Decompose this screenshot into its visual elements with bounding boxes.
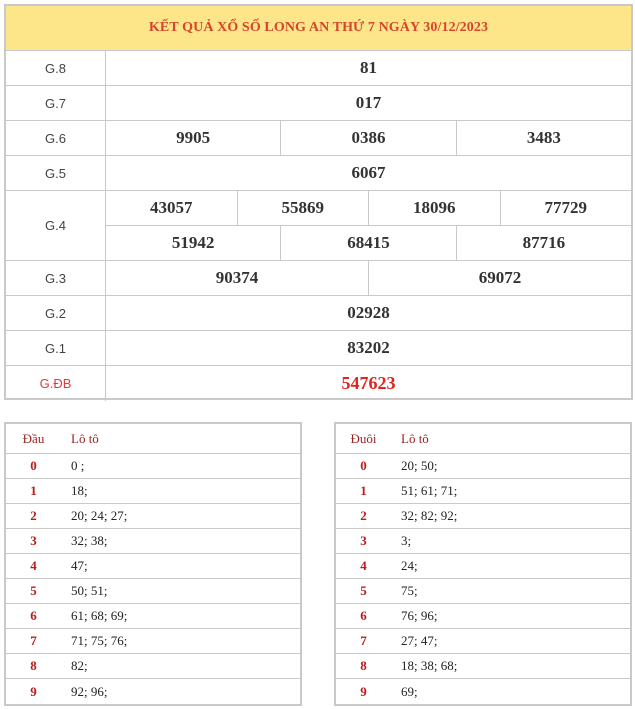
- duoi-digit: 8: [360, 658, 367, 673]
- prize-number: 3483: [456, 121, 631, 155]
- duoi-row: [336, 479, 630, 504]
- results-table: [4, 4, 633, 400]
- prize-label: G.ĐB: [6, 366, 106, 401]
- duoi-header-row: [336, 424, 630, 454]
- prize-row: [6, 121, 631, 156]
- dau-numbers: 92; 96;: [71, 683, 108, 699]
- prize-number: 0386: [280, 121, 455, 155]
- dau-row: [6, 604, 300, 629]
- prize-number: 43057: [150, 198, 193, 217]
- prize-label: G.5: [6, 156, 106, 190]
- duoi-numbers: 20; 50;: [401, 458, 438, 473]
- duoi-numbers: 75;: [401, 583, 418, 598]
- prize-row: [6, 366, 631, 401]
- prize-row: [6, 86, 631, 121]
- dau-row: [6, 654, 300, 679]
- dau-digit: 1: [30, 483, 37, 498]
- dau-numbers: 20; 24; 27;: [71, 508, 128, 523]
- dau-numbers: 61; 68; 69;: [71, 608, 128, 623]
- prize-numbers: [106, 296, 631, 330]
- dau-row: [6, 454, 300, 479]
- prize-line: [106, 296, 631, 330]
- dau-digit: 2: [30, 508, 37, 523]
- prize-number: 18096: [368, 191, 500, 225]
- prize-number: 55869: [237, 191, 369, 225]
- prize-row: [6, 296, 631, 331]
- prize-line: [106, 366, 631, 401]
- dau-numbers: 82;: [71, 658, 88, 673]
- duoi-row: [336, 529, 630, 554]
- duoi-digit: 2: [360, 508, 367, 523]
- duoi-numbers: 76; 96;: [401, 608, 438, 623]
- prize-line: [106, 86, 631, 120]
- results-title: KẾT QUẢ XỔ SỐ LONG AN THỨ 7 NGÀY 30/12/2023: [6, 6, 631, 51]
- duoi-row: [336, 454, 630, 479]
- dau-numbers: 32; 38;: [71, 533, 108, 548]
- prize-line: [106, 261, 631, 295]
- prize-row: [6, 156, 631, 191]
- prize-rows: [6, 51, 631, 401]
- prize-label: G.3: [6, 261, 106, 295]
- dau-digit: 6: [30, 608, 37, 623]
- duoi-digit: 0: [360, 458, 367, 473]
- prize-numbers: [106, 331, 631, 365]
- dau-row: [6, 479, 300, 504]
- duoi-digit: 9: [360, 683, 367, 699]
- prize-label: G.7: [6, 86, 106, 120]
- prize-number: 017: [355, 93, 382, 112]
- dau-numbers: 71; 75; 76;: [71, 633, 128, 648]
- prize-number: 02928: [347, 303, 390, 322]
- dau-digit: 3: [30, 533, 37, 548]
- duoi-row: [336, 629, 630, 654]
- prize-numbers: [106, 86, 631, 120]
- prize-label: G.6: [6, 121, 106, 155]
- duoi-digit: 6: [360, 608, 367, 623]
- duoi-numbers: 51; 61; 71;: [401, 483, 458, 498]
- prize-number: 90374: [215, 268, 259, 287]
- duoi-row: [336, 604, 630, 629]
- dau-numbers: 47;: [71, 558, 88, 573]
- duoi-row: [336, 504, 630, 529]
- prize-row: [6, 51, 631, 86]
- prize-row: [6, 261, 631, 296]
- dau-digit: 4: [30, 558, 37, 573]
- duoi-numbers: 27; 47;: [401, 633, 438, 648]
- prize-number: 77729: [500, 191, 632, 225]
- prize-number: 69072: [368, 261, 631, 295]
- prize-label: G.4: [6, 191, 106, 260]
- prize-line: [106, 121, 631, 155]
- prize-number: 51942: [171, 233, 215, 252]
- duoi-digit: 3: [360, 533, 367, 548]
- dau-loto-table: [4, 422, 302, 706]
- dau-row: [6, 579, 300, 604]
- dau-row: [6, 629, 300, 654]
- duoi-loto-table: [334, 422, 632, 706]
- prize-line: [106, 51, 631, 85]
- prize-row: [6, 191, 631, 261]
- prize-label: G.1: [6, 331, 106, 365]
- dau-digit: 0: [30, 458, 37, 473]
- prize-label: G.8: [6, 51, 106, 85]
- prize-numbers: [106, 121, 631, 155]
- prize-line: [106, 191, 631, 225]
- dau-row: [6, 679, 300, 704]
- duoi-row: [336, 679, 630, 704]
- dau-digit: 7: [30, 633, 37, 648]
- duoi-numbers: 24;: [401, 558, 418, 573]
- prize-numbers: [106, 261, 631, 295]
- prize-line: [106, 331, 631, 365]
- duoi-row: [336, 579, 630, 604]
- prize-numbers: [106, 191, 631, 260]
- duoi-row: [336, 654, 630, 679]
- prize-label: G.2: [6, 296, 106, 330]
- prize-number: 83202: [347, 338, 390, 357]
- duoi-value-header: Lô tô: [401, 430, 429, 446]
- prize-numbers: [106, 51, 631, 85]
- duoi-key-header: Đuôi: [350, 430, 377, 446]
- prize-number: 81: [360, 58, 377, 77]
- dau-header-row: [6, 424, 300, 454]
- dau-key-header: Đầu: [22, 430, 45, 446]
- prize-number: 87716: [456, 226, 631, 260]
- dau-row: [6, 504, 300, 529]
- duoi-numbers: 18; 38; 68;: [401, 658, 458, 673]
- prize-line: [106, 156, 631, 190]
- dau-numbers: 18;: [71, 483, 88, 498]
- prize-numbers: [106, 156, 631, 190]
- duoi-digit: 7: [360, 633, 367, 648]
- dau-value-header: Lô tô: [71, 430, 99, 446]
- dau-numbers: 50; 51;: [71, 583, 108, 598]
- prize-line: [106, 225, 631, 260]
- dau-numbers: 0 ;: [71, 458, 85, 473]
- duoi-digit: 4: [360, 558, 367, 573]
- dau-digit: 8: [30, 658, 37, 673]
- prize-row: [6, 331, 631, 366]
- dau-digit: 5: [30, 583, 37, 598]
- duoi-digit: 1: [360, 483, 367, 498]
- prize-number: 9905: [176, 128, 211, 147]
- duoi-numbers: 69;: [401, 683, 418, 699]
- prize-number: 68415: [280, 226, 455, 260]
- prize-numbers: [106, 366, 631, 401]
- dau-row: [6, 529, 300, 554]
- duoi-row: [336, 554, 630, 579]
- dau-row: [6, 554, 300, 579]
- prize-number: 6067: [351, 163, 386, 182]
- duoi-numbers: 3;: [401, 533, 412, 548]
- duoi-numbers: 32; 82; 92;: [401, 508, 458, 523]
- dau-digit: 9: [30, 683, 37, 699]
- special-prize-number: 547623: [341, 373, 396, 393]
- duoi-digit: 5: [360, 583, 367, 598]
